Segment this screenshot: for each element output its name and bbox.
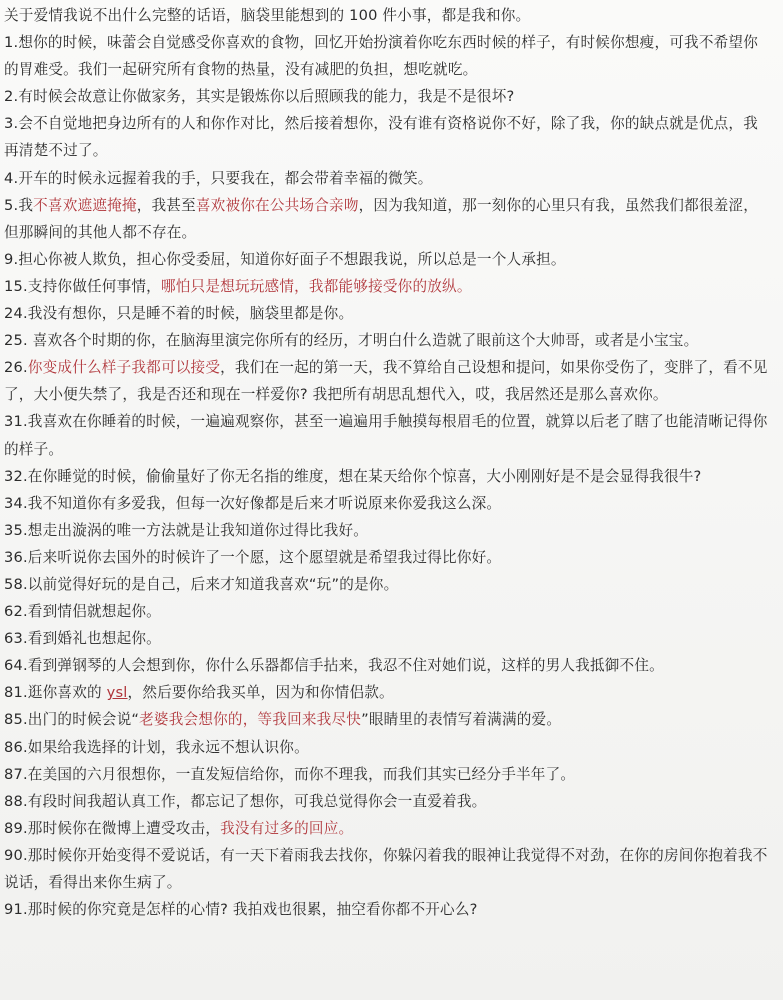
text-segment: ，我们在一起的第一天，我不算给自己设想和提问，如果你受伤了，变胖了，看不见了，大小便失禁了，我是否还和现在一样爱你? 我把所有胡思乱想代入，哎，我居然还是那么喜欢你。 bbox=[4, 359, 768, 404]
list-item bbox=[4, 517, 771, 544]
text-segment: 1.想你的时候，味蕾会自觉感受你喜欢的食物，回忆开始扮演着你吃东西时候的样子，有时候你想瘦，可我不希望你的胃难受。我们一起研究所有食物的热量，没有减肥的负担，想吃就吃。 bbox=[4, 34, 759, 79]
text-segment: 64.看到弹钢琴的人会想到你，你什么乐器都信手拈来，我忍不住对她们说，这样的男人我抵御不住。 bbox=[4, 657, 664, 675]
text-segment: 关于爱情我说不出什么完整的话语，脑袋里能想到的 100 件小事，都是我和你。 bbox=[4, 7, 531, 24]
list-item bbox=[4, 815, 771, 842]
text-segment: 86.如果给我选择的计划，我永远不想认识你。 bbox=[4, 738, 309, 756]
highlighted-text: 我没有过多的回应。 bbox=[220, 819, 354, 837]
highlighted-text: ysl bbox=[106, 684, 128, 702]
highlighted-text: 哪怕只是想玩玩感情，我都能够接受你的放纵。 bbox=[160, 277, 472, 295]
list-item bbox=[4, 842, 771, 896]
text-segment: 4.开车的时候永远握着我的手，只要我在，都会带着幸福的微笑。 bbox=[4, 169, 433, 187]
text-segment: ，因为我知道，那一刻你的心里只有我，虽然我们都很羞涩，但那瞬间的其他人都不存在。 bbox=[4, 196, 759, 241]
list-item bbox=[4, 300, 771, 327]
list-item bbox=[4, 896, 771, 923]
list-item bbox=[4, 83, 771, 110]
text-segment: 31.我喜欢在你睡着的时候，一遍遍观察你，甚至一遍遍用手触摸每根眉毛的位置，就算以后老了瞎了也能清晰记得你的样子。 bbox=[4, 413, 768, 458]
text-segment: ”眼睛里的表情写着满满的爱。 bbox=[361, 711, 562, 729]
list-item bbox=[4, 679, 771, 706]
text-segment: 24.我没有想你，只是睡不着的时候，脑袋里都是你。 bbox=[4, 305, 354, 323]
text-segment: 88.有段时间我超认真工作，都忘记了想你，可我总觉得你会一直爱着我。 bbox=[4, 792, 487, 810]
list-item bbox=[4, 652, 771, 679]
list-item bbox=[4, 29, 771, 83]
list-item bbox=[4, 463, 771, 490]
text-segment: 34.我不知道你有多爱我，但每一次好像都是后来才听说原来你爱我这么深。 bbox=[4, 494, 502, 512]
text-segment: 36.后来听说你去国外的时候许了一个愿，这个愿望就是希望我过得比你好。 bbox=[4, 548, 502, 566]
list-item bbox=[4, 354, 771, 408]
text-segment: 2.有时候会故意让你做家务，其实是锻炼你以后照顾我的能力，我是不是很坏? bbox=[4, 88, 515, 106]
text-segment: 9.担心你被人欺负，担心你受委屈，知道你好面子不想跟我说，所以总是一个人承担。 bbox=[4, 250, 566, 268]
list-item bbox=[4, 192, 771, 246]
text-segment: 63.看到婚礼也想起你。 bbox=[4, 630, 161, 648]
text-segment: 89.那时候你在微博上遭受攻击， bbox=[4, 819, 221, 837]
text-segment: 26. bbox=[4, 359, 28, 377]
list-item bbox=[4, 490, 771, 517]
list-item bbox=[4, 408, 771, 462]
text-segment: 87.在美国的六月很想你，一直发短信给你，而你不理我，而我们其实已经分手半年了。 bbox=[4, 765, 576, 783]
text-segment: 15.支持你做任何事情， bbox=[4, 277, 161, 295]
list-item bbox=[4, 110, 771, 164]
highlighted-text: 喜欢被你在公共场合亲吻 bbox=[195, 196, 359, 214]
text-segment: 91.那时候的你究竟是怎样的心情? 我拍戏也很累，抽空看你都不开心么? bbox=[4, 901, 478, 919]
text-segment: 90.那时候你开始变得不爱说话，有一天下着雨我去找你，你躲闪着我的眼神让我觉得不对劲，在你的房间你抱着我不说话，看得出来你生病了。 bbox=[4, 846, 768, 891]
text-segment: ，我甚至 bbox=[136, 196, 196, 214]
text-segment: 62.看到情侣就想起你。 bbox=[4, 603, 161, 621]
text-segment: 25. 喜欢各个时期的你，在脑海里演完你所有的经历，才明白什么造就了眼前这个大帅哥，或者是小宝宝。 bbox=[4, 332, 699, 350]
list-item bbox=[4, 165, 771, 192]
text-segment: 35.想走出漩涡的唯一方法就是让我知道你过得比我好。 bbox=[4, 521, 369, 539]
text-segment: 32.在你睡觉的时候，偷偷量好了你无名指的维度，想在某天给你个惊喜，大小刚刚好是不是会显得我很牛? bbox=[4, 467, 702, 485]
text-segment: 58.以前觉得好玩的是自己，后来才知道我喜欢“玩”的是你。 bbox=[4, 575, 399, 593]
list-item bbox=[4, 246, 771, 273]
highlighted-text: 老婆我会想你的，等我回来我尽快 bbox=[139, 711, 362, 729]
highlighted-text: 你变成什么样子我都可以接受 bbox=[27, 359, 221, 377]
list-item bbox=[4, 571, 771, 598]
text-segment: 5.我 bbox=[4, 196, 34, 214]
text-segment: ，然后要你给我买单，因为和你情侣款。 bbox=[127, 684, 394, 702]
list-item bbox=[4, 788, 771, 815]
highlighted-text: 不喜欢遮遮掩掩 bbox=[33, 196, 137, 214]
list-item bbox=[4, 544, 771, 571]
intro-paragraph bbox=[4, 2, 771, 29]
list-item bbox=[4, 598, 771, 625]
list-item bbox=[4, 625, 771, 652]
list-item bbox=[4, 706, 771, 733]
list-item bbox=[4, 761, 771, 788]
list-item bbox=[4, 734, 771, 761]
text-segment: 81.逛你喜欢的 bbox=[4, 684, 107, 702]
list-item bbox=[4, 273, 771, 300]
text-segment: 85.出门的时候会说“ bbox=[4, 711, 140, 729]
text-segment: 3.会不自觉地把身边所有的人和你作对比，然后接着想你，没有谁有资格说你不好，除了我，你的缺点就是优点，我再清楚不过了。 bbox=[4, 115, 759, 160]
list-item bbox=[4, 327, 771, 354]
